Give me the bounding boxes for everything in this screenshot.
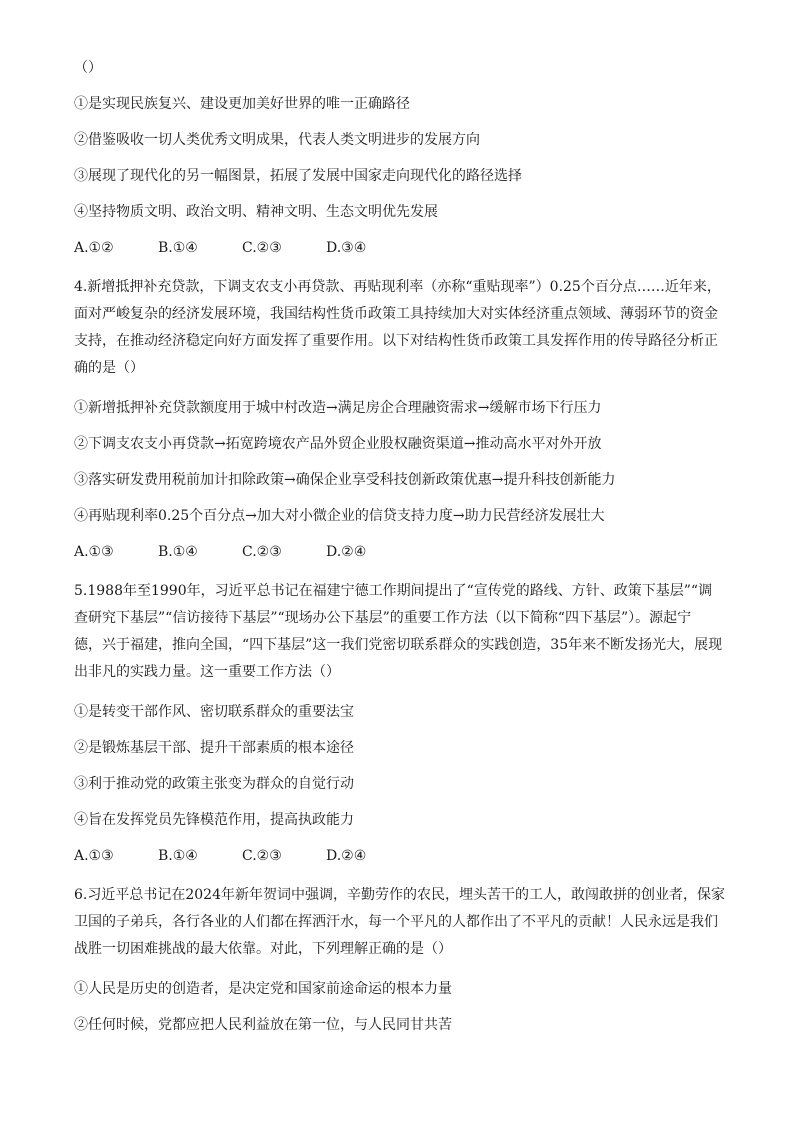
- q4-option-d: D.②④: [326, 544, 367, 560]
- q4-statement-1: ①新增抵押补充贷款额度用于城中村改造→满足房企合理融资需求→缓解市场下行压力: [74, 400, 602, 416]
- q4-options: [74, 542, 734, 562]
- document-page: [74, 58, 734, 1035]
- q6-stem-line-1: 6.习近平总书记在2024年新年贺词中强调，辛勤劳作的农民，埋头苦干的工人，敢闯敢拼的创业者，保家: [74, 887, 725, 903]
- q4-statement-3: ③落实研发费用税前加计扣除政策→确保企业享受科技创新政策优惠→提升科技创新能力: [74, 472, 616, 488]
- q4-option-b: B.①④: [158, 544, 198, 560]
- q5-statement-2: ②是锻炼基层干部、提升干部素质的根本途径: [74, 740, 354, 756]
- q3-option-a: A.①②: [74, 240, 114, 256]
- q4-option-c: C.②③: [242, 544, 282, 560]
- q5-stem-line-2: 查研究下基层”“信访接待下基层”“现场办公下基层”的重要工作方法（以下简称“四下基层”）。源起宁: [74, 610, 692, 626]
- q3-stem-tail: （）: [74, 60, 102, 76]
- q6-statement-2: ②任何时候，党都应把人民利益放在第一位，与人民同甘共苦: [74, 1017, 452, 1033]
- q5-statement-4: ④旨在发挥党员先锋模范作用，提高执政能力: [74, 812, 354, 828]
- q3-statement-2: ②借鉴吸收一切人类优秀文明成果，代表人类文明进步的发展方向: [74, 132, 480, 148]
- q4-statement-4: ④再贴现利率0.25个百分点→加大对小微企业的信贷支持力度→助力民营经济发展壮大: [74, 508, 605, 524]
- q4-stem-line-2: 面对严峻复杂的经济发展环境，我国结构性货币政策工具持续加大对实体经济重点领域、薄弱环节的资金: [74, 306, 718, 322]
- q4-stem-line-4: 确的是（）: [74, 360, 144, 376]
- q3-statement-3: ③展现了现代化的另一幅图景，拓展了发展中国家走向现代化的路径选择: [74, 168, 522, 184]
- q3-statement-1: ①是实现民族复兴、建设更加美好世界的唯一正确路径: [74, 96, 410, 112]
- q5-option-a: A.①③: [74, 848, 114, 864]
- q5-stem-line-1: 5.1988年至1990年，习近平总书记在福建宁德工作期间提出了“宣传党的路线、方针、政策下基层”“调: [74, 583, 713, 599]
- q3-options: [74, 238, 734, 258]
- q3-option-c: C.②③: [242, 240, 282, 256]
- q5-stem-line-4: 出非凡的实践力量。这一重要工作方法（）: [74, 664, 340, 680]
- q6-statement-1: ①人民是历史的创造者，是决定党和国家前途命运的根本力量: [74, 981, 452, 997]
- q6-stem-line-3: 战胜一切困难挑战的最大依靠。对此，下列理解正确的是（）: [74, 941, 452, 957]
- q5-stem-line-3: 德，兴于福建，推向全国，“四下基层”这一我们党密切联系群众的实践创造，35年来不断发扬光大，展现: [74, 637, 723, 653]
- q4-stem-line-3: 支持，在推动经济稳定向好方面发挥了重要作用。以下对结构性货币政策工具发挥作用的传导路径分析正: [74, 333, 718, 349]
- q5-options: [74, 846, 734, 866]
- q5-option-c: C.②③: [242, 848, 282, 864]
- q5-option-d: D.②④: [326, 848, 367, 864]
- q4-statement-2: ②下调支农支小再贷款→拓宽跨境农产品外贸企业股权融资渠道→推动高水平对外开放: [74, 436, 602, 452]
- q4-stem-line-1: 4.新增抵押补充贷款，下调支农支小再贷款、再贴现利率（亦称“重贴现率”）0.25个百分点……近年来，: [74, 279, 721, 295]
- q3-option-b: B.①④: [158, 240, 198, 256]
- q3-option-d: D.③④: [326, 240, 367, 256]
- q4-option-a: A.①③: [74, 544, 114, 560]
- q5-statement-1: ①是转变干部作风、密切联系群众的重要法宝: [74, 704, 354, 720]
- q3-statement-4: ④坚持物质文明、政治文明、精神文明、生态文明优先发展: [74, 204, 438, 220]
- q5-statement-3: ③利于推动党的政策主张变为群众的自觉行动: [74, 776, 354, 792]
- q5-option-b: B.①④: [158, 848, 198, 864]
- q6-stem-line-2: 卫国的子弟兵，各行各业的人们都在挥洒汗水，每一个平凡的人都作出了不平凡的贡献！人民永远是我们: [74, 914, 718, 930]
